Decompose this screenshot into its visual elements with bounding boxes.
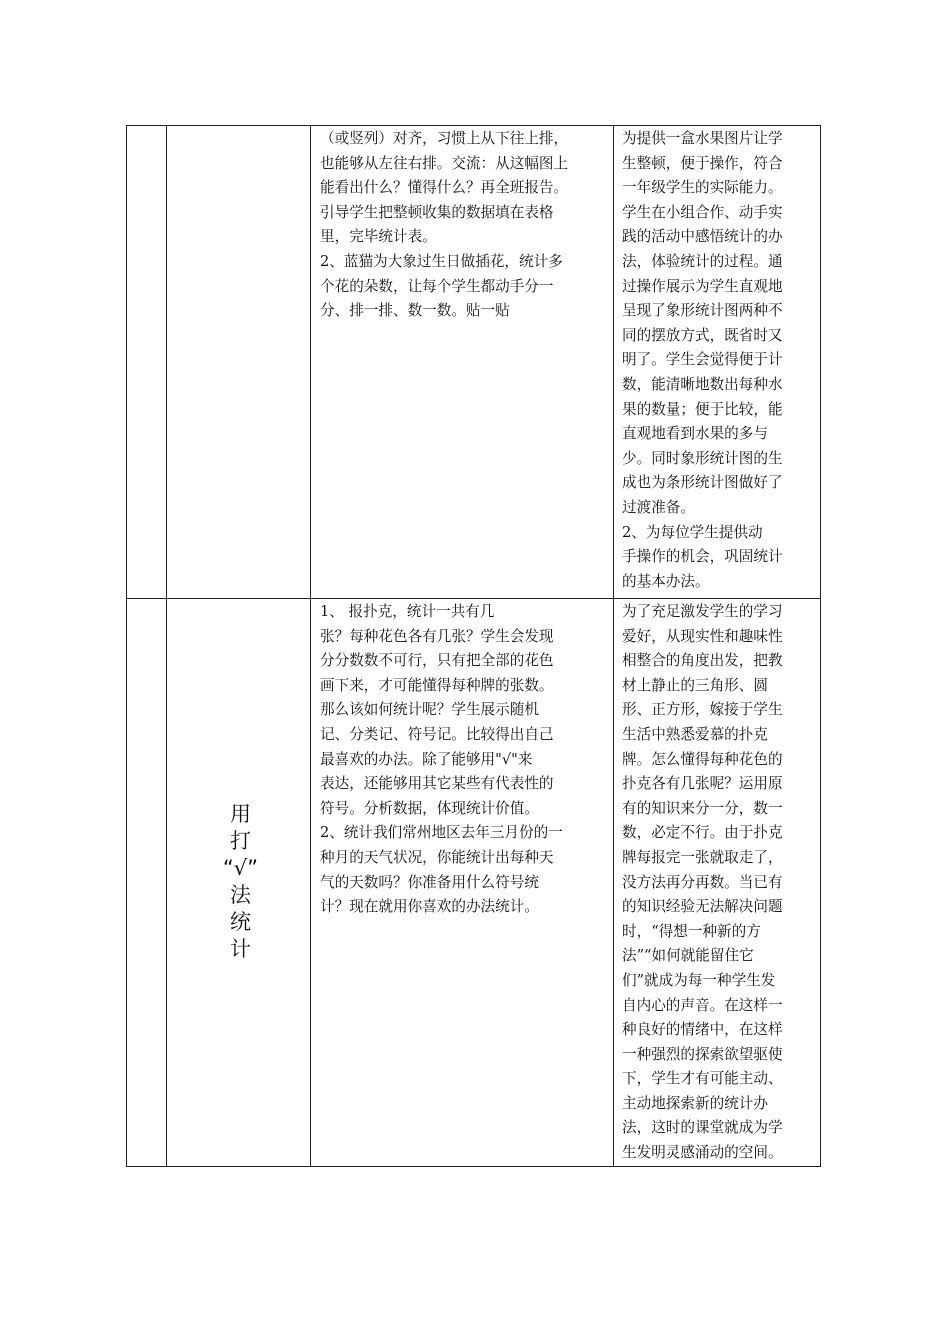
design-intent-cell [614,599,821,1167]
teaching-activity-text: （或竖列）对齐，习惯上从下往上排， 也能够从左往右排。交流：从这幅图上 能看出什么？懂得什么？再全班报告。 引导学生把整顿收集的数据填在表格 里，完毕统计表。 2、蓝猫为大象过生日做插花，统计多 个花的朵数，让每个学生都动手分一 分、排一排、数一数。贴一贴 [320,130,569,320]
teaching-activity-cell [311,599,614,1167]
section-label-cell [167,599,311,1167]
teaching-activity-cell [311,126,614,599]
section-label-char: 打 [230,829,251,854]
design-intent-cell [614,126,821,599]
section-label-char: “√” [222,856,259,881]
design-intent-text: 为提供一盒水果图片让学 生整顿，便于操作，符合 一年级学生的实际能力。 学生在小组合作、动手实 践的活动中感悟统计的办 法，体验统计的过程。通 过操作展示为学生直观地 呈现了象形统计图两种不 同的摆放方式，既省时又 明了。学生会觉得便于计 数，能清晰地数出每种水 果的数量；便于比较，能 直观地看到水果的多与 少。同时象形统计图的生 成也为条形统计图做好了 过渡准备。 2、为每位学生提供动 手操作的机会，巩固统计 的基本办法。 [622,130,783,590]
section-label-vertical [167,801,310,963]
blank-column-cell [127,126,167,599]
blank-column-cell [127,599,167,1167]
design-intent-text: 为了充足激发学生的学习 爱好，从现实性和趣味性 相整合的角度出发，把教 材上静止的三角形、圆 形、正方形，嫁接于学生 生活中熟悉爱慕的扑克 牌。怎么懂得每种花色的 扑克各有几张呢？运用原 有的知识来分一分，数一 数，必定不行。由于扑克 牌每报完一张就取走了， 没方法再分再数。当已有 的知识经验无法解决问题 时，“得想一种新的方 法”“如何就能留住它 们”就成为每一种学生发 自内心的声音。在这样一 种良好的情绪中，在这样 一种强烈的探索欲望驱使 下，学生才有可能主动、 主动地探索新的统计办 法，这时的课堂就成为学 生发明灵感涌动的空间。 [622,603,783,1162]
table-row [127,599,821,1167]
section-label-char: 统 [230,910,251,935]
section-label-char: 计 [230,937,251,962]
section-label-char: 法 [230,883,251,908]
table-row [127,126,821,599]
teaching-activity-text: 1、 报扑克，统计一共有几 张？每种花色各有几张？学生会发现 分分数数不可行，只有把全部的花色 画下来，才可能懂得每种牌的张数。 那么该如何统计呢？学生展示随机 记、分类记、符号记。比较得出自己 最喜欢的办法。除了能够用"√"来 表达，还能够用其它某些有代表性的 符号。分析数据，体现统计价值。 2、统计我们常州地区去年三月份的一 种月的天气状况，你能统计出每种天 气的天数吗？你准备用什么符号统 计？现在就用你喜欢的办法统计。 [320,603,563,916]
section-label-char: 用 [230,802,251,827]
section-label-cell [167,126,311,599]
lesson-plan-table [126,125,821,1167]
